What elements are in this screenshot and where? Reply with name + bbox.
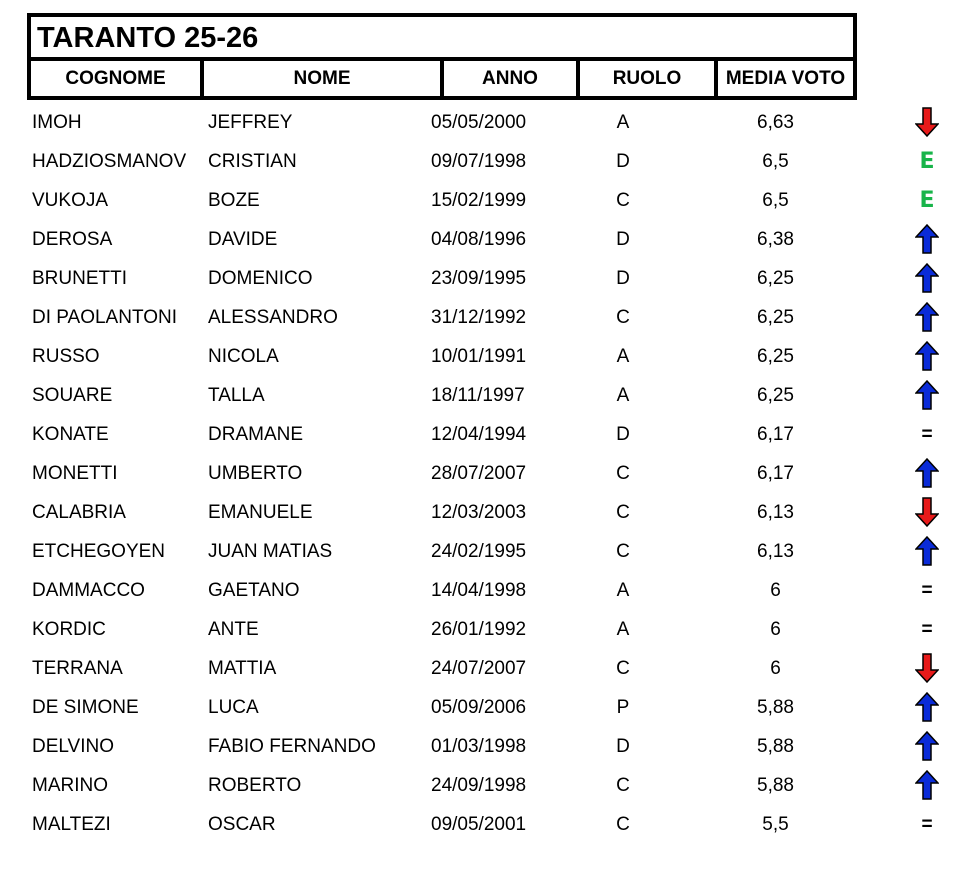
cell-media-voto: 5,5 <box>762 814 789 835</box>
cell-media-voto: 5,88 <box>757 736 794 757</box>
cell-anno: 12/03/2003 <box>431 502 527 523</box>
up-arrow-icon <box>906 688 948 727</box>
up-arrow-icon <box>906 259 948 298</box>
cell-ruolo: C <box>616 463 630 484</box>
cell-anno: 24/09/1998 <box>431 775 527 796</box>
cell-ruolo: A <box>616 385 630 406</box>
table-row <box>0 610 973 649</box>
cell-media-voto: 6,63 <box>757 112 794 133</box>
header-media-voto: MEDIA VOTO <box>725 67 846 89</box>
up-arrow-icon <box>906 337 948 376</box>
equal-label: = <box>921 424 933 445</box>
table-header <box>27 57 857 100</box>
cell-cognome: KORDIC <box>32 619 106 640</box>
cell-media-voto: 6,25 <box>757 385 794 406</box>
cell-nome: DAVIDE <box>208 229 278 250</box>
cell-media-voto: 6,38 <box>757 229 794 250</box>
cell-media-voto: 6,17 <box>757 463 794 484</box>
cell-anno: 18/11/1997 <box>431 385 525 406</box>
cell-anno: 09/07/1998 <box>431 151 527 172</box>
cell-anno: 23/09/1995 <box>431 268 527 289</box>
cell-anno: 31/12/1992 <box>431 307 527 328</box>
down-arrow-icon <box>906 103 948 142</box>
e-badge-label: E <box>919 149 935 174</box>
cell-nome: MATTIA <box>208 658 277 679</box>
table-row <box>0 805 973 844</box>
cell-media-voto: 5,88 <box>757 775 794 796</box>
cell-cognome: SOUARE <box>32 385 113 406</box>
equal-label: = <box>921 814 933 835</box>
cell-cognome: IMOH <box>32 112 82 133</box>
cell-anno: 12/04/1994 <box>431 424 527 445</box>
cell-ruolo: C <box>616 658 630 679</box>
equal-icon <box>906 610 948 649</box>
cell-ruolo: A <box>616 112 630 133</box>
cell-nome: ROBERTO <box>208 775 302 796</box>
cell-nome: BOZE <box>208 190 260 211</box>
cell-cognome: MARINO <box>32 775 108 796</box>
cell-media-voto: 6,13 <box>757 502 794 523</box>
e-badge-icon <box>906 181 948 220</box>
header-nome: NOME <box>204 61 444 96</box>
cell-ruolo: C <box>616 775 630 796</box>
cell-anno: 05/09/2006 <box>431 697 527 718</box>
table-row <box>0 727 973 766</box>
table-row <box>0 376 973 415</box>
e-badge-label: E <box>919 188 935 213</box>
cell-cognome: TERRANA <box>32 658 123 679</box>
table-row <box>0 493 973 532</box>
cell-ruolo: C <box>616 541 630 562</box>
table-row <box>0 337 973 376</box>
cell-media-voto: 6 <box>770 580 781 601</box>
cell-cognome: VUKOJA <box>32 190 109 211</box>
cell-cognome: MONETTI <box>32 463 118 484</box>
cell-anno: 01/03/1998 <box>431 736 527 757</box>
cell-anno: 05/05/2000 <box>431 112 527 133</box>
cell-cognome: DAMMACCO <box>32 580 145 601</box>
table-row <box>0 766 973 805</box>
cell-ruolo: C <box>616 190 630 211</box>
cell-nome: JEFFREY <box>208 112 293 133</box>
e-badge-icon <box>906 142 948 181</box>
table-row <box>0 259 973 298</box>
cell-cognome: DEROSA <box>32 229 113 250</box>
equal-icon <box>906 805 948 844</box>
cell-ruolo: C <box>616 814 630 835</box>
header-anno: ANNO <box>444 61 580 96</box>
cell-ruolo: A <box>616 619 630 640</box>
cell-ruolo: A <box>616 346 630 367</box>
cell-nome: NICOLA <box>208 346 279 367</box>
cell-media-voto: 6,25 <box>757 307 794 328</box>
table-row <box>0 415 973 454</box>
table-row <box>0 181 973 220</box>
cell-anno: 14/04/1998 <box>431 580 527 601</box>
cell-cognome: BRUNETTI <box>32 268 127 289</box>
cell-cognome: RUSSO <box>32 346 100 367</box>
table-row <box>0 103 973 142</box>
cell-nome: CRISTIAN <box>208 151 297 172</box>
cell-nome: FABIO FERNANDO <box>208 736 376 757</box>
equal-label: = <box>921 619 933 640</box>
cell-media-voto: 6,25 <box>757 346 794 367</box>
cell-nome: ANTE <box>208 619 259 640</box>
cell-anno: 24/02/1995 <box>431 541 527 562</box>
down-arrow-icon <box>906 493 948 532</box>
cell-ruolo: C <box>616 502 630 523</box>
page-title: TARANTO 25-26 <box>37 22 259 54</box>
cell-media-voto: 6 <box>770 619 781 640</box>
up-arrow-icon <box>906 220 948 259</box>
cell-nome: OSCAR <box>208 814 276 835</box>
cell-ruolo: P <box>616 697 630 718</box>
cell-nome: GAETANO <box>208 580 300 601</box>
up-arrow-icon <box>906 532 948 571</box>
table-row <box>0 571 973 610</box>
header-ruolo: RUOLO <box>580 61 718 96</box>
cell-cognome: KONATE <box>32 424 109 445</box>
cell-anno: 10/01/1991 <box>431 346 527 367</box>
cell-media-voto: 6,13 <box>757 541 794 562</box>
cell-ruolo: D <box>616 736 630 757</box>
cell-cognome: DE SIMONE <box>32 697 139 718</box>
cell-anno: 15/02/1999 <box>431 190 527 211</box>
table-row <box>0 649 973 688</box>
cell-cognome: ETCHEGOYEN <box>32 541 166 562</box>
cell-nome: DOMENICO <box>208 268 313 289</box>
cell-anno: 28/07/2007 <box>431 463 527 484</box>
cell-media-voto: 6,17 <box>757 424 794 445</box>
cell-media-voto: 6,5 <box>762 190 789 211</box>
table-row <box>0 298 973 337</box>
cell-nome: TALLA <box>208 385 265 406</box>
cell-anno: 26/01/1992 <box>431 619 527 640</box>
table-row <box>0 454 973 493</box>
cell-media-voto: 5,88 <box>757 697 794 718</box>
up-arrow-icon <box>906 298 948 337</box>
cell-ruolo: D <box>616 268 630 289</box>
cell-ruolo: D <box>616 151 630 172</box>
cell-ruolo: D <box>616 229 630 250</box>
header-cognome: COGNOME <box>31 61 204 96</box>
equal-icon <box>906 571 948 610</box>
cell-cognome: DI PAOLANTONI <box>32 307 177 328</box>
cell-anno: 24/07/2007 <box>431 658 527 679</box>
cell-ruolo: D <box>616 424 630 445</box>
cell-nome: DRAMANE <box>208 424 304 445</box>
table-row <box>0 532 973 571</box>
cell-cognome: MALTEZI <box>32 814 111 835</box>
down-arrow-icon <box>906 649 948 688</box>
cell-media-voto: 6,5 <box>762 151 789 172</box>
cell-nome: EMANUELE <box>208 502 313 523</box>
cell-nome: JUAN MATIAS <box>208 541 333 562</box>
table-row <box>0 688 973 727</box>
cell-media-voto: 6,25 <box>757 268 794 289</box>
up-arrow-icon <box>906 727 948 766</box>
equal-icon <box>906 415 948 454</box>
table-row <box>0 142 973 181</box>
up-arrow-icon <box>906 376 948 415</box>
cell-nome: LUCA <box>208 697 259 718</box>
cell-anno: 09/05/2001 <box>431 814 527 835</box>
cell-nome: UMBERTO <box>208 463 303 484</box>
cell-nome: ALESSANDRO <box>208 307 338 328</box>
equal-label: = <box>921 580 933 601</box>
cell-cognome: HADZIOSMANOV <box>32 151 187 172</box>
up-arrow-icon <box>906 454 948 493</box>
cell-ruolo: C <box>616 307 630 328</box>
cell-anno: 04/08/1996 <box>431 229 527 250</box>
cell-media-voto: 6 <box>770 658 781 679</box>
up-arrow-icon <box>906 766 948 805</box>
cell-cognome: DELVINO <box>32 736 115 757</box>
cell-ruolo: A <box>616 580 630 601</box>
cell-cognome: CALABRIA <box>32 502 126 523</box>
title-box <box>27 13 857 57</box>
table-row <box>0 220 973 259</box>
